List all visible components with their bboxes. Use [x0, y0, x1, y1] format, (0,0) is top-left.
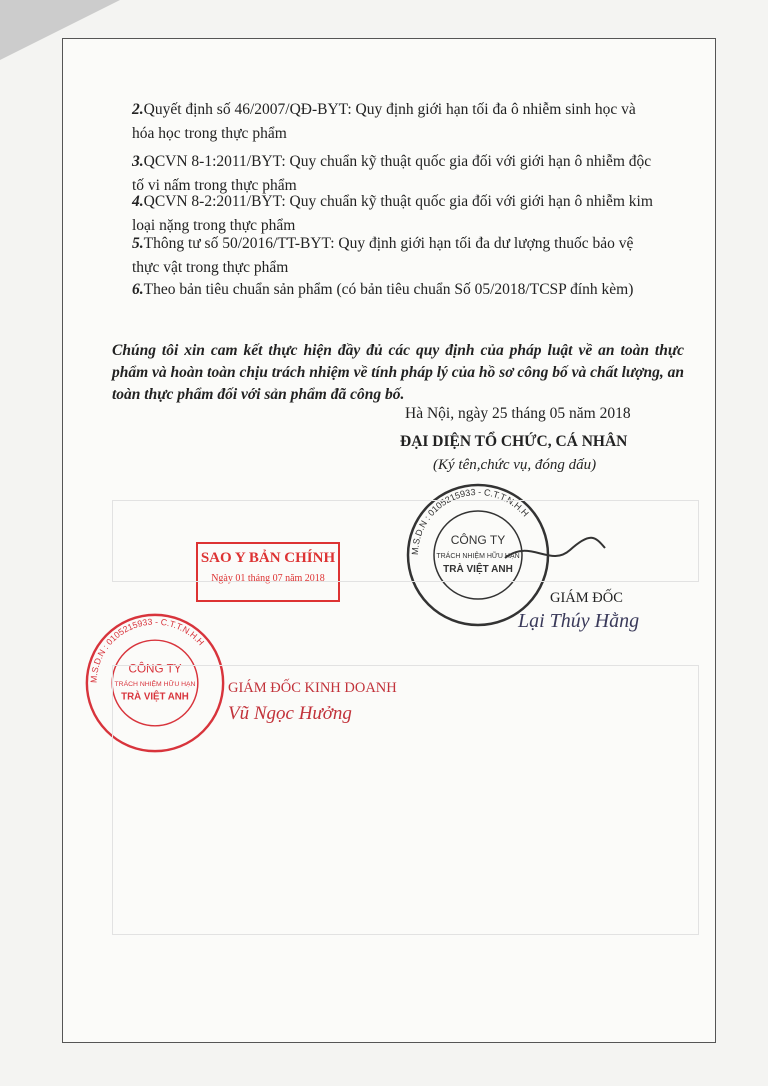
list-item: 3.QCVN 8-1:2011/BYT: Quy chuẩn kỹ thuật quốc gia đối với giới hạn ô nhiễm độc tố vi nấm trong thực phẩm — [132, 153, 652, 194]
svg-text:TRÁCH NHIỆM HỮU HẠN: TRÁCH NHIỆM HỮU HẠN — [436, 553, 520, 560]
commitment-statement: Chúng tôi xin cam kết thực hiện đầy đủ các quy định của pháp luật về an toàn thực phẩm và hoàn toàn chịu trách nhiệm về tính pháp lý của hồ sơ công bố và chất lượng, an toàn thực phẩm đối với sản phẩm đã công bố. — [112, 342, 684, 403]
representative-title: ĐẠI DIỆN TỔ CHỨC, CÁ NHÂN — [400, 433, 628, 450]
svg-text:TRÀ VIỆT ANH: TRÀ VIỆT ANH — [121, 691, 189, 703]
svg-text:TRÀ VIỆT ANH: TRÀ VIỆT ANH — [443, 564, 513, 575]
list-item: 6.Theo bản tiêu chuẩn sản phẩm (có bản tiêu chuẩn Số 05/2018/TCSP đính kèm) — [132, 281, 634, 298]
svg-text:TRÁCH NHIỆM HỮU HẠN: TRÁCH NHIỆM HỮU HẠN — [114, 680, 196, 688]
sales-director-title: GIÁM ĐỐC KINH DOANH — [228, 680, 397, 696]
director-name: Lại Thúy Hằng — [518, 610, 640, 632]
svg-text:M.S.D.N : 0105215933 - C.T.T.N: M.S.D.N : 0105215933 - C.T.T.N.H.H — [88, 616, 207, 684]
copy-certified-stamp: SAO Y BẢN CHÍNH Ngày 01 tháng 07 năm 2018 — [196, 542, 340, 602]
svg-text:CÔNG TY: CÔNG TY — [450, 533, 506, 547]
sales-director-name: Vũ Ngọc Hưởng — [228, 703, 352, 724]
list-item: 2.Quyết định số 46/2007/QĐ-BYT: Quy định giới hạn tối đa ô nhiễm sinh học và hóa học trong thực phẩm — [132, 101, 636, 142]
svg-text:M.S.D.N : 0105215933 - C.T.T.N: M.S.D.N : 0105215933 - C.T.T.N.H.H — [409, 486, 531, 556]
director-title: GIÁM ĐỐC — [550, 590, 623, 606]
list-item: 4.QCVN 8-2:2011/BYT: Quy chuẩn kỹ thuật quốc gia đối với giới hạn ô nhiễm kim loại nặng trong thực phẩm — [132, 193, 653, 234]
list-item: 5.Thông tư số 50/2016/TT-BYT: Quy định giới hạn tối đa dư lượng thuốc bảo vệ thực vật trong thực phẩm — [132, 235, 634, 276]
date-line: Hà Nội, ngày 25 tháng 05 năm 2018 — [405, 405, 631, 422]
faint-table-bleed — [112, 500, 699, 582]
svg-text:CÔNG TY: CÔNG TY — [128, 662, 182, 676]
faint-table-bleed — [112, 665, 699, 935]
representative-note: (Ký tên,chức vụ, đóng dấu) — [433, 457, 597, 473]
